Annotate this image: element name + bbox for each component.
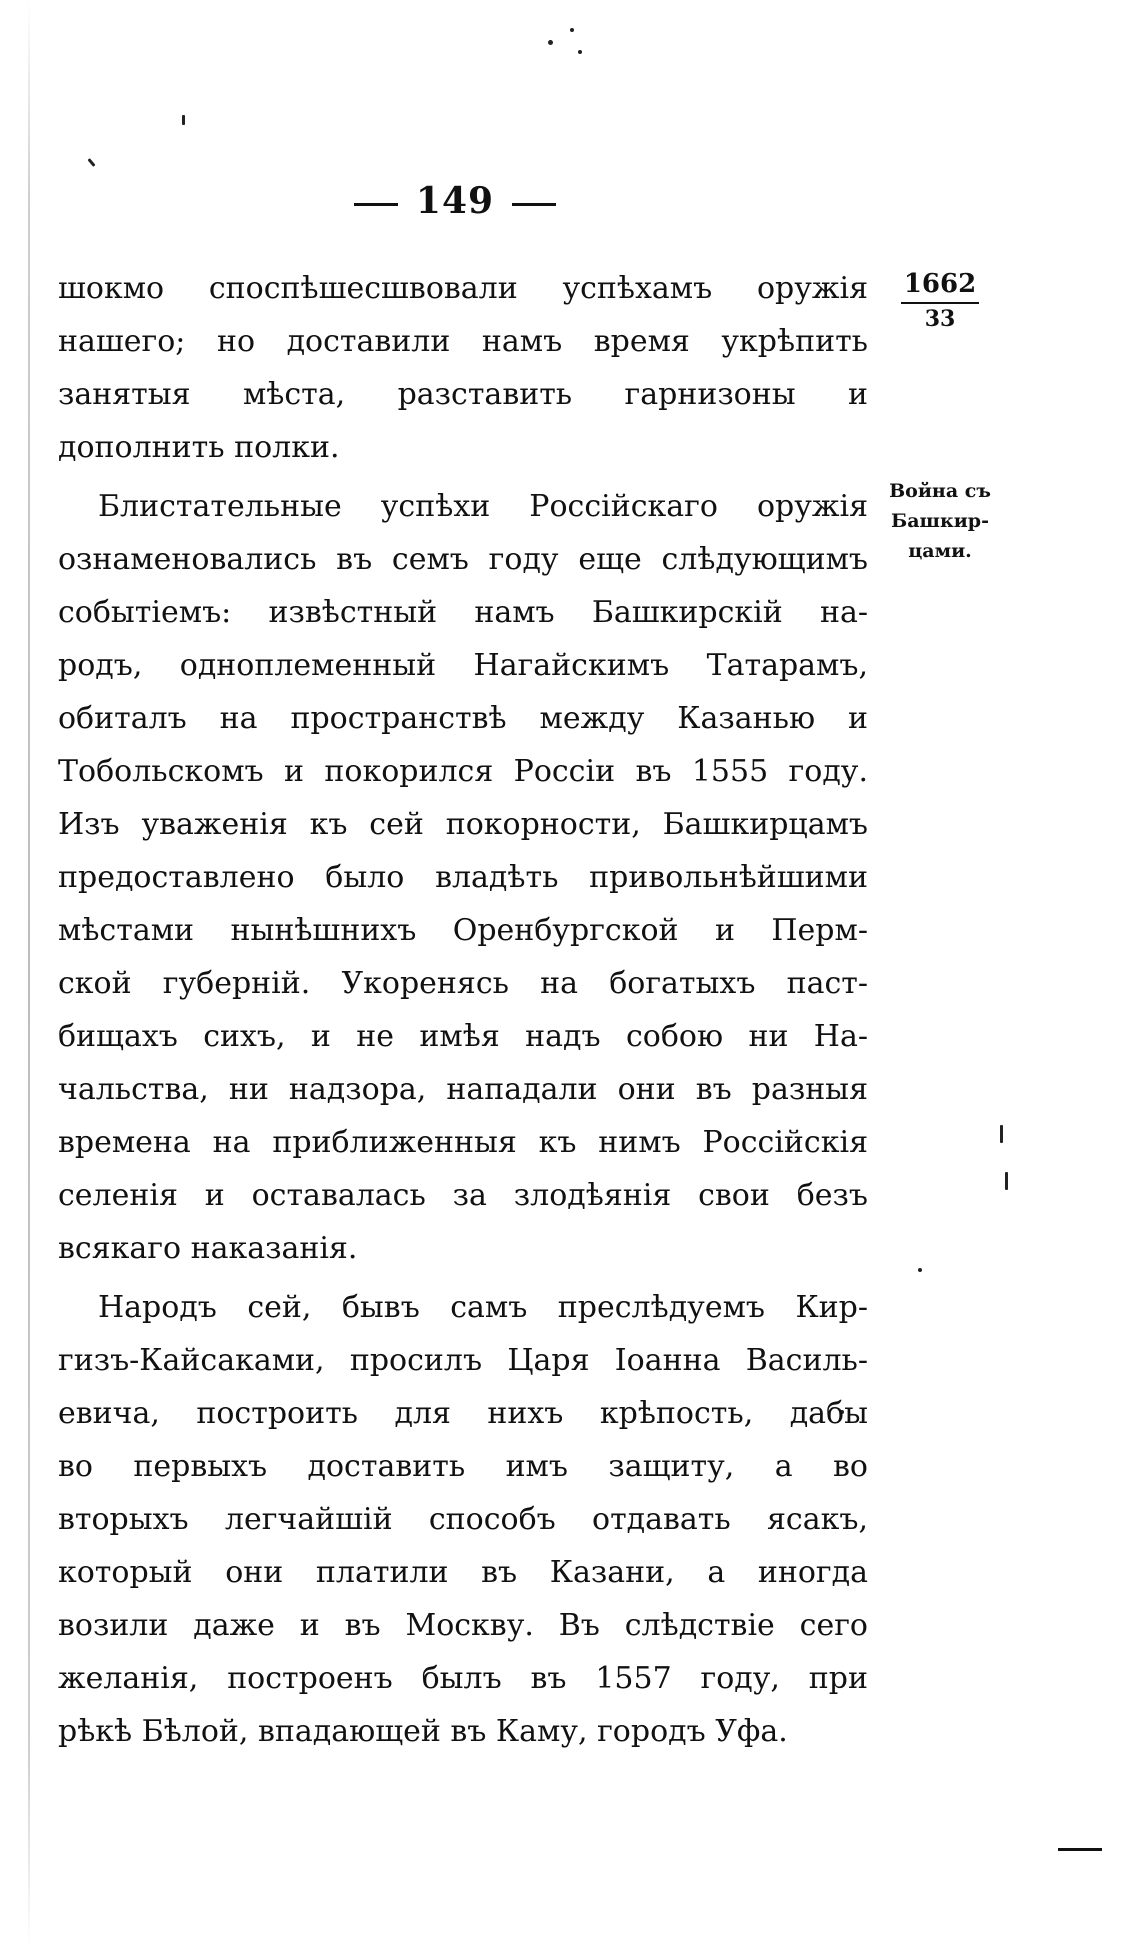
- scan-speck: [1000, 1125, 1003, 1143]
- margin-note-line: Башкир-: [891, 510, 989, 532]
- scan-speck: [87, 158, 95, 167]
- margin-year-sub: 33: [924, 306, 956, 332]
- page-number-dash-left: [354, 203, 398, 206]
- scan-speck: [578, 50, 582, 54]
- margin-year: 1662: [901, 268, 979, 304]
- text-line: рѣкѣ Бѣлой, впадающей въ Каму, городъ Уфа.: [58, 1714, 788, 1749]
- margin-note-line: цами.: [908, 540, 972, 562]
- paragraph-1: [58, 262, 868, 474]
- page-number: [330, 180, 580, 222]
- text-line: Тобольскомъ и покорился Россіи въ 1555 году.: [58, 754, 868, 789]
- text-line: дополнить полки.: [58, 430, 340, 465]
- text-line: который они платили въ Казани, а иногда: [58, 1555, 868, 1590]
- text-line: ознаменовались въ семъ году еще слѣдующимъ: [58, 542, 868, 577]
- text-line: занятыя мѣста, разставить гарнизоны и: [58, 377, 868, 412]
- text-line: обиталъ на пространствѣ между Казанью и: [58, 701, 868, 736]
- scan-speck: [1005, 1172, 1008, 1190]
- scan-speck: [548, 40, 553, 45]
- text-line: желанія, построенъ былъ въ 1557 году, при: [58, 1661, 868, 1696]
- page-number-dash-right: [512, 203, 556, 206]
- scan-edge-line: [28, 0, 30, 1948]
- text-line: вторыхъ легчайшій способъ отдавать ясакъ,: [58, 1502, 868, 1537]
- text-line: всякаго наказанія.: [58, 1231, 358, 1266]
- paragraph-2: [58, 480, 868, 1275]
- paragraph-3: [58, 1281, 868, 1758]
- text-line: возили даже и въ Москву. Въ слѣдствіе сего: [58, 1608, 868, 1643]
- text-line: предоставлено было владѣть привольнѣйшими: [58, 860, 868, 895]
- body-text: [58, 262, 868, 1764]
- scan-speck: [918, 1268, 922, 1272]
- text-line: нашего; но доставили намъ время укрѣпить: [58, 324, 868, 359]
- text-line: шокмо споспѣшесшвовали успѣхамъ оружія: [58, 271, 868, 306]
- text-line: во первыхъ доставить имъ защиту, а во: [58, 1449, 868, 1484]
- scan-speck: [570, 28, 574, 32]
- text-line: Изъ уваженія къ сей покорности, Башкирцамъ: [58, 807, 868, 842]
- page-number-value: 149: [415, 180, 495, 222]
- text-line: гизъ-Кайсаками, просилъ Царя Іоанна Василь-: [58, 1343, 868, 1378]
- text-line: мѣстами нынѣшнихъ Оренбургской и Перм-: [58, 913, 868, 948]
- scan-speck: [182, 115, 185, 125]
- text-line: евича, построить для нихъ крѣпость, дабы: [58, 1396, 868, 1431]
- margin-note-war: [880, 476, 1000, 566]
- text-line: родъ, одноплеменный Нагайскимъ Татарамъ,: [58, 648, 868, 683]
- text-line: чальства, ни надзора, нападали они въ разныя: [58, 1072, 868, 1107]
- text-line: событіемъ: извѣстный намъ Башкирскій на-: [58, 595, 868, 630]
- text-line: ской губерній. Укоренясь на богатыхъ паст-: [58, 966, 868, 1001]
- text-line: селенія и оставалась за злодѣянія свои безъ: [58, 1178, 868, 1213]
- text-line: Блистательные успѣхи Россійскаго оружія: [98, 489, 868, 524]
- text-line: времена на приближенныя къ нимъ Россійскія: [58, 1125, 868, 1160]
- margin-note-year: [880, 268, 1000, 334]
- text-line: Народъ сей, бывъ самъ преслѣдуемъ Кир-: [98, 1290, 868, 1325]
- margin-note-line: Война съ: [889, 480, 991, 502]
- bottom-margin-dash: [1058, 1848, 1102, 1851]
- text-line: бищахъ сихъ, и не имѣя надъ собою ни На-: [58, 1019, 868, 1054]
